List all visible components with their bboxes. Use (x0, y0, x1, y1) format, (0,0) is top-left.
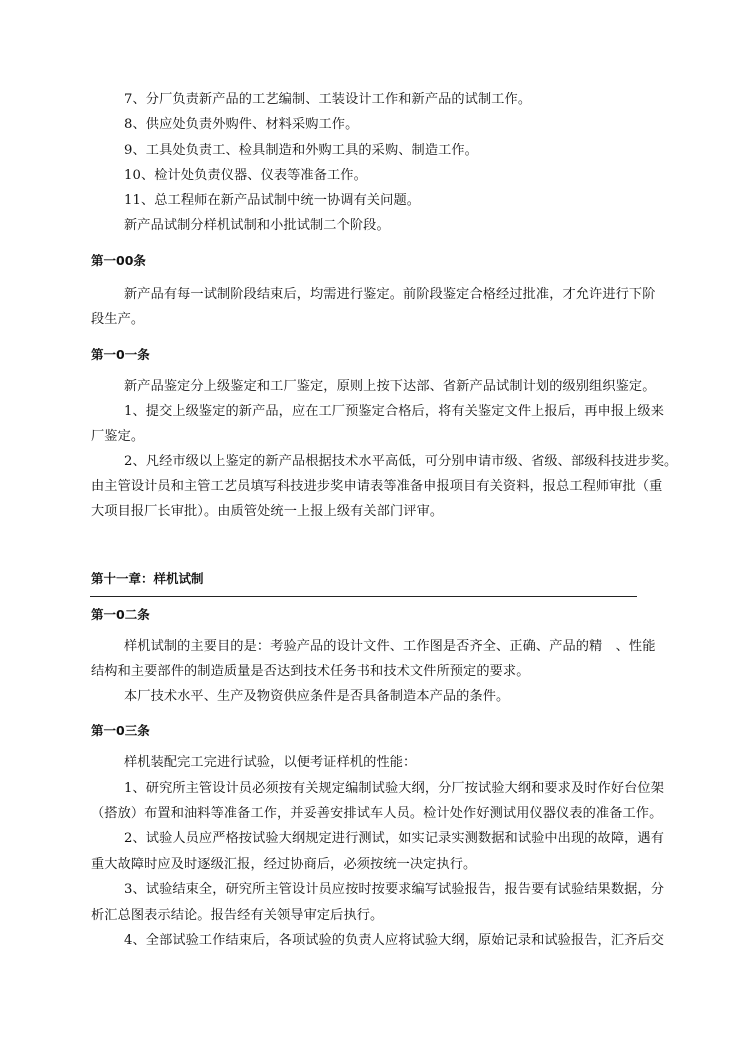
article-heading: 第一0一条 (91, 347, 150, 362)
body-line: 段生产。 (91, 312, 145, 327)
body-line: 3、试验结束全，研究所主管设计员应按时按要求编写试验报告，报告要有试验结果数据，分 (124, 882, 664, 897)
body-line: 厂鉴定。 (91, 429, 145, 444)
body-line: 11、总工程师在新产品试制中统一协调有关问题。 (124, 193, 421, 208)
body-line: 样机装配完工完进行试验，以便考证样机的性能： (124, 755, 417, 770)
body-line: 7、分厂负责新产品的工艺编制、工装设计工作和新产品的试制工作。 (124, 92, 532, 107)
body-line: 本厂技术水平、生产及物资供应条件是否具备制造本产品的条件。 (124, 689, 510, 704)
body-line: 4、全部试验工作结束后，各项试验的负责人应将试验大纲，原始记录和试验报告，汇齐后交 (124, 933, 664, 948)
body-line: 由主管设计员和主管工艺员填写科技进步奖申请表等准备申报项目有关资料，报总工程师审批（重 (91, 479, 663, 494)
body-line: 析汇总图表示结论。报告经有关领导审定后执行。 (91, 908, 384, 923)
body-line: 大项目报厂长审批）。由质管处统一上报上级有关部门评审。 (91, 504, 444, 519)
body-line: 10、检计处负责仪器、仪表等准备工作。 (124, 168, 367, 183)
body-line: 结构和主要部件的制造质量是否达到技术任务书和技术文件所预定的要求。 (91, 664, 530, 679)
body-line: 新产品试制分样机试制和小批试制二个阶段。 (124, 218, 390, 233)
body-line: （搭放）布置和油料等准备工作，并妥善安排试车人员。检计处作好测试用仪器仪表的准备工作。 (91, 806, 663, 821)
body-line: 8、供应处负责外购件、材料采购工作。 (124, 117, 359, 132)
body-line: 9、工具处负责工、检具制造和外购工具的采购、制造工作。 (124, 143, 478, 158)
body-line: 新产品鉴定分上级鉴定和工厂鉴定，原则上按下达部、省新产品试制计划的级别组织鉴定。 (124, 379, 656, 394)
article-heading: 第一0三条 (91, 723, 150, 738)
article-heading: 第一00条 (91, 253, 146, 268)
chapter-heading: 第十一章：样机试制 (91, 571, 204, 586)
chapter-divider (90, 596, 637, 597)
body-line: 重大故障时应及时逐级汇报，经过协商后，必须按统一决定执行。 (91, 857, 477, 872)
body-line: 2、试验人员应严格按试验大纲规定进行测试，如实记录实测数据和试验中出现的故障，遇有 (124, 831, 664, 846)
article-heading: 第一0二条 (91, 607, 150, 622)
body-line: 1、提交上级鉴定的新产品，应在工厂预鉴定合格后，将有关鉴定文件上报后，再申报上级来 (124, 404, 664, 419)
body-line: 1、研究所主管设计员必须按有关规定编制试验大纲，分厂按试验大纲和要求及时作好台位架 (124, 781, 664, 796)
body-line: 样机试制的主要目的是：考验产品的设计文件、工作图是否齐全、正确、产品的精 、性能 (124, 639, 656, 654)
body-line: 新产品有每一试制阶段结束后，均需进行鉴定。前阶段鉴定合格经过批准，才允许进行下阶 (124, 287, 656, 302)
body-line: 2、凡经市级以上鉴定的新产品根据技术水平高低，可分别申请市级、省级、部级科技进步奖。 (124, 454, 678, 469)
